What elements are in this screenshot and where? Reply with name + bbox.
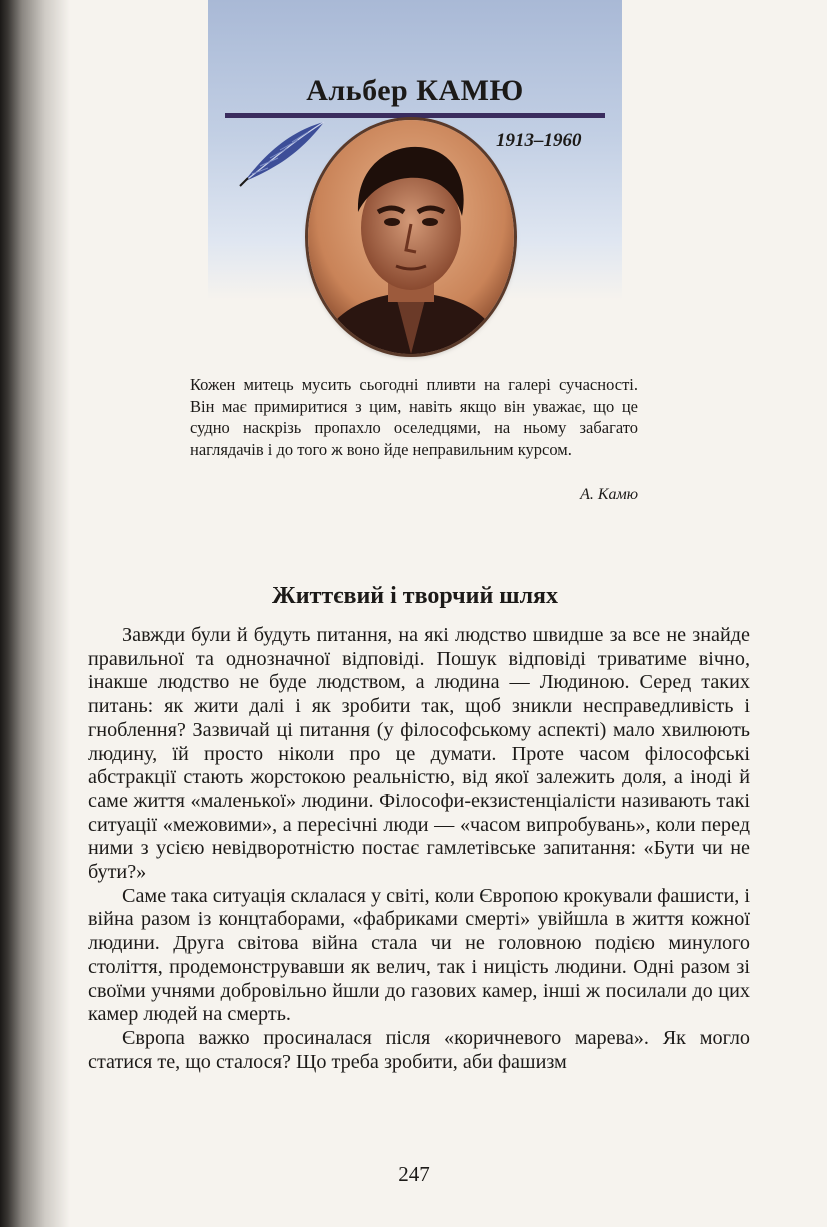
paragraph: Європа важко просиналася після «коричневого марева». Як могло статися те, що сталося? Що треба зробити, аби фашизм	[88, 1026, 750, 1073]
feather-icon	[232, 118, 332, 188]
section-title: Життєвий і творчий шлях	[271, 583, 559, 609]
paragraph: Саме така ситуація склалася у світі, коли Європою крокували фашисти, і війна разом із концтаборами, «фабриками смерті» увійшла в життя кожної людини. Друга світова війна стала чи не головною подією минулого століття, продемонструвавши як велич, так і ницість людини. Одні разом зі своїми учнями добровільно йшли до газових камер, інші ж посилали до цих камер людей на смерть.	[88, 884, 750, 1026]
author-name: Альбер КАМЮ	[306, 74, 524, 107]
life-years: 1913–1960	[496, 130, 582, 151]
author-portrait-icon	[308, 120, 514, 354]
epigraph-author: А. Камю	[580, 486, 638, 503]
body-text	[88, 624, 750, 1074]
page-number: 247	[398, 1162, 430, 1186]
epigraph-quote	[190, 374, 638, 460]
book-spine-shadow	[0, 0, 70, 1227]
epigraph-text: Кожен митець мусить сьогодні пливти на галері сучасності. Він має примиритися з цим, навіть якщо він уважає, що це судно наскрізь пропахло оселедцями, на ньому забагато наглядачів і до того ж воно йде неправильним курсом.	[190, 375, 638, 459]
paragraph: Завжди були й будуть питання, на які людство швидше за все не знайде правильної та однозначної відповіді. Пошук відповіді триватиме вічно, інакше людство не буде людством, а людина — Людиною. Серед таких питань: як жити далі і як зробити так, щоб зникли несправедливість і гноблення? Зазвичай ці питання (у філософському аспекті) мало хвилюють людину, їй просто ніколи про це думати. Проте часом філософські абстракції стають жорстокою реальністю, від якої залежить доля, а іноді й саме життя «маленької» людини. Філософи-екзистенціалісти називають такі ситуації «межовими», а пересічні люди — «часом випробувань», коли перед ними з усією невідворотністю постає гамлетівське запитання: «Бути чи не бути?»	[88, 624, 750, 884]
